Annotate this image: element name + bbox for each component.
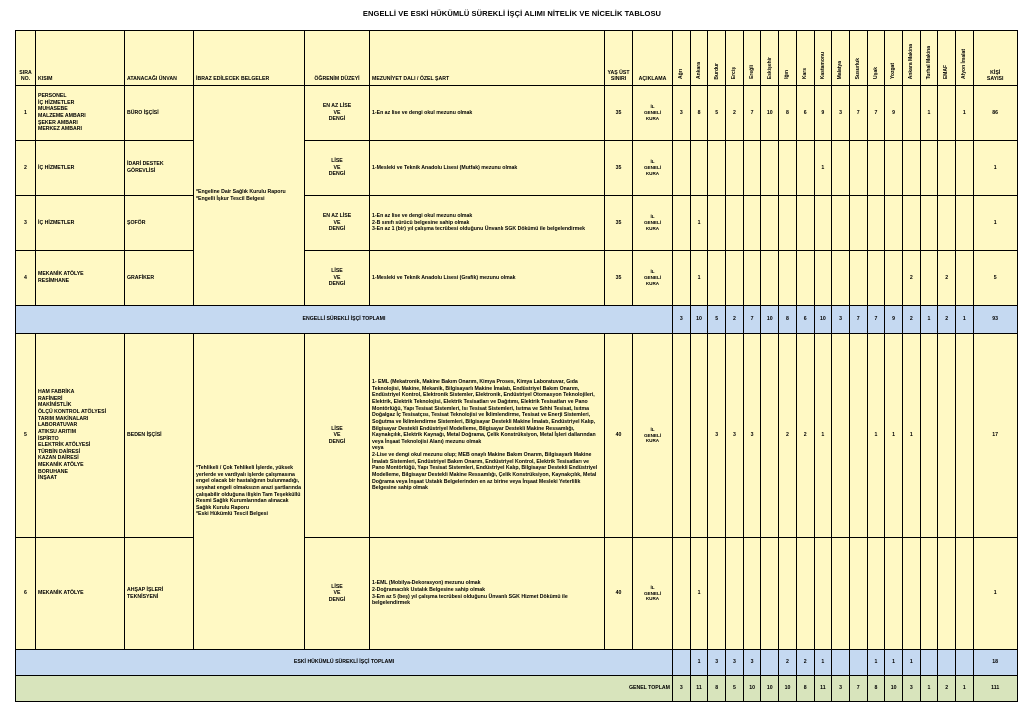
- city-count-cell: [902, 141, 920, 196]
- total-count-cell: 1: [885, 650, 903, 676]
- city-count-cell: [902, 538, 920, 650]
- city-count-cell: [796, 141, 814, 196]
- header-city: [779, 31, 797, 86]
- ogrenim-cell: LİSE VE DENGİ: [305, 141, 370, 196]
- city-count-cell: [726, 141, 744, 196]
- header-city-label: Kars: [801, 68, 808, 80]
- city-count-cell: 1: [690, 196, 708, 251]
- total-count-cell: [673, 650, 691, 676]
- header-city-label: Susurluk: [855, 57, 862, 80]
- city-count-cell: [938, 538, 956, 650]
- header-city-label: Ağrı: [678, 69, 685, 80]
- header-city-label: EMAF: [943, 65, 950, 80]
- city-count-cell: 1: [867, 334, 885, 538]
- mezuniyet-cell: 1-EML (Mobilya-Dekorasyon) mezunu olmak 2-Doğramacılık Ustalık Belgesine sahip olmak 3-Em az 5 (beş) yıl çalışma tecrübesi olduğunu Ünvanlı SGK Hizmet Dökümü ile belgelendirmek: [370, 538, 605, 650]
- yas-cell: 35: [605, 141, 633, 196]
- city-count-cell: 1: [690, 538, 708, 650]
- header-city-label: Iğın: [784, 70, 791, 80]
- total-count-cell: 3: [673, 676, 691, 702]
- city-count-cell: 2: [938, 251, 956, 306]
- city-count-cell: [885, 251, 903, 306]
- total-row: [16, 676, 1018, 702]
- row-number: 5: [16, 334, 36, 538]
- header-city: [849, 31, 867, 86]
- city-count-cell: 7: [849, 86, 867, 141]
- city-count-cell: 2: [779, 334, 797, 538]
- city-count-cell: [673, 251, 691, 306]
- city-count-cell: 3: [832, 86, 850, 141]
- unvan-cell: AHŞAP İŞLERİ TEKNİSYENİ: [125, 538, 194, 650]
- total-count-cell: 3: [902, 676, 920, 702]
- city-count-cell: [726, 196, 744, 251]
- row-number: 4: [16, 251, 36, 306]
- header-city-label: Ankara: [695, 62, 702, 80]
- kisim-cell: MEKANİK ATÖLYE: [36, 538, 125, 650]
- total-count-cell: 2: [902, 306, 920, 334]
- total-kisi-cell: 111: [973, 676, 1017, 702]
- yas-cell: 35: [605, 251, 633, 306]
- city-count-cell: [708, 196, 726, 251]
- city-count-cell: 1: [690, 251, 708, 306]
- city-count-cell: [743, 196, 761, 251]
- total-count-cell: [832, 650, 850, 676]
- city-count-cell: [849, 251, 867, 306]
- table-row: [16, 334, 1018, 538]
- city-count-cell: [761, 334, 779, 538]
- total-count-cell: 8: [796, 676, 814, 702]
- total-count-cell: 3: [832, 676, 850, 702]
- city-count-cell: [956, 538, 974, 650]
- total-count-cell: 3: [832, 306, 850, 334]
- kisi-sayisi-cell: 1: [973, 196, 1017, 251]
- city-count-cell: 2: [796, 334, 814, 538]
- kisi-sayisi-cell: 1: [973, 538, 1017, 650]
- city-count-cell: [902, 86, 920, 141]
- city-count-cell: [673, 196, 691, 251]
- header-aciklama: AÇIKLAMA: [633, 31, 673, 86]
- city-count-cell: [761, 141, 779, 196]
- row-number: 2: [16, 141, 36, 196]
- total-count-cell: 10: [743, 676, 761, 702]
- city-count-cell: 1: [956, 86, 974, 141]
- table-row: [16, 196, 1018, 251]
- total-count-cell: [761, 650, 779, 676]
- total-count-cell: [956, 650, 974, 676]
- city-count-cell: [938, 141, 956, 196]
- total-count-cell: 2: [726, 306, 744, 334]
- total-count-cell: 1: [690, 650, 708, 676]
- kisi-sayisi-cell: 86: [973, 86, 1017, 141]
- header-city-label: Turhal Makina: [925, 46, 932, 80]
- city-count-cell: [761, 538, 779, 650]
- header-city: [885, 31, 903, 86]
- total-kisi-cell: 18: [973, 650, 1017, 676]
- city-count-cell: [920, 334, 938, 538]
- city-count-cell: [956, 196, 974, 251]
- header-yas: YAŞ ÜST SINIRI: [605, 31, 633, 86]
- city-count-cell: [938, 334, 956, 538]
- total-label: GENEL TOPLAM: [16, 676, 673, 702]
- total-label: ESKİ HÜKÜMLÜ SÜREKLİ İŞÇİ TOPLAMI: [16, 650, 673, 676]
- city-count-cell: 7: [743, 86, 761, 141]
- belgeler-cell: *Tehlikeli / Çok Tehlikeli İşlerde, yüksek yerlerde ve vardiyalı işlerde çalışmasına engel olacak bir hastalığının bulunmadığı, seyahat engeli olmaksızın arazi şartlarında çalışabilir olduğuna ilişkin Tam Teşekküllü Resmi Sağlık Kurumlarından alınacak Sağlık Kurulu Raporu *Eski Hükümlü Tescil Belgesi: [194, 334, 305, 650]
- header-city-label: Eskişehir: [766, 57, 773, 80]
- header-city-label: Erciş: [731, 67, 738, 80]
- city-count-cell: [726, 251, 744, 306]
- mezuniyet-cell: 1- EML (Mekatronik, Makine Bakım Onarım, Kimya Proses, Kimya Laboratuvar, Gıda Teknolojisi, Makine, Mekanik, Bilgisayarlı Makine İmalatı, Endüstriyel Bakım Onarım, Endüstriyel Kontrol, Elektronik Sistemler, Elektronik, Endüstriyel Otomasyon Teknolojileri, Elektrik, Elektrik Teknolojisi, Elektrik Tesisatları ve Dağıtımı, Elektrik Tesisatları ve Pano Montörlüğü, Yapı Tesisat Sistemleri, Isı Tesisat Sistemleri, Isıtma ve Sıhhi Tesisat, Isıtma Doğalgaz İç Tesisatçısı, Tesisat Teknolojisi ve İklimlendirme, Tesisat ve Enerji Sistemleri, Soğutma ve İklimlendirme Sistemleri, Bilgisayar Destekli Makine İmalatı, Endüstriyel Kalıp, Bilgisayar Destekli Endüstriyel Modelleme, Bilgisayar Destekli Makine Ressamlığı, Kaynakçılık, Elektrik Kaynağı, Metal Doğrama, Çelik Konstrüksiyon, Metal İşleri dallarından veya İnşaat Teknolojisi Alanı) mezunu olmak veya 2-Lise ve dengi okul mezunu olup; MEB onaylı Makine Bakım Onarım, Bilgisayarlı Makine İmalatı Sistemleri, Endüstriyel Bakım Onarım, Endüstriyel Kontrol, Elektrik Tesisatları ve Pano Montörlüğü, Yapı Tesisat Sistemleri, Endüstriyel Kalıp, Bilgisayar Destekli Endüstriyel Modelleme, Bilgisayar Destekli Makine Ressamlığı, Çelik Konstrüksiyon, Kaynakçılık, Metal Doğrama veya İnşaat Ustalık Belgelerinden en az birine veya İnşaat Mesleki Yeterlilik Belgesine sahip olmak: [370, 334, 605, 538]
- header-ogrenim: ÖĞRENİM DÜZEYİ: [305, 31, 370, 86]
- kisi-sayisi-cell: 1: [973, 141, 1017, 196]
- city-count-cell: [832, 141, 850, 196]
- ogrenim-cell: LİSE VE DENGİ: [305, 251, 370, 306]
- city-count-cell: 3: [743, 334, 761, 538]
- total-count-cell: 10: [690, 306, 708, 334]
- header-city: [832, 31, 850, 86]
- total-count-cell: 7: [867, 306, 885, 334]
- header-city: [956, 31, 974, 86]
- total-count-cell: 1: [920, 306, 938, 334]
- header-city: [902, 31, 920, 86]
- yas-cell: 40: [605, 334, 633, 538]
- header-mezuniyet: MEZUNİYET DALI / ÖZEL ŞART: [370, 31, 605, 86]
- city-count-cell: [761, 251, 779, 306]
- city-count-cell: [920, 251, 938, 306]
- personnel-table: [15, 30, 1018, 702]
- city-count-cell: 10: [761, 86, 779, 141]
- header-city-label: Malatya: [837, 61, 844, 80]
- city-count-cell: [673, 334, 691, 538]
- total-count-cell: 11: [690, 676, 708, 702]
- header-city: [673, 31, 691, 86]
- city-count-cell: 1: [920, 86, 938, 141]
- city-count-cell: [743, 141, 761, 196]
- total-count-cell: 7: [849, 676, 867, 702]
- total-count-cell: 2: [796, 650, 814, 676]
- city-count-cell: 7: [867, 86, 885, 141]
- total-count-cell: 1: [956, 676, 974, 702]
- city-count-cell: [779, 538, 797, 650]
- unvan-cell: İDARİ DESTEK GÖREVLİSİ: [125, 141, 194, 196]
- row-number: 1: [16, 86, 36, 141]
- city-count-cell: [708, 141, 726, 196]
- total-count-cell: [938, 650, 956, 676]
- kisim-cell: HAM FABRİKA RAFİNERİ MAKİNİSTLİK ÖLÇÜ KONTROL ATÖLYESİ TARIM MAKİNALARI LABORATUVAR ATIKSU ARITIM İSPİRTO ELEKTRİK ATÖLYESİ TÜRBİN DAİRESİ KAZAN DAİRESİ MEKANİK ATÖLYE BORUHANE İNŞAAT: [36, 334, 125, 538]
- city-count-cell: 8: [690, 86, 708, 141]
- aciklama-cell: İL GENELİ KURA: [633, 334, 673, 538]
- total-count-cell: 11: [814, 676, 832, 702]
- total-count-cell: [920, 650, 938, 676]
- aciklama-cell: İL GENELİ KURA: [633, 538, 673, 650]
- total-count-cell: 3: [708, 650, 726, 676]
- total-kisi-cell: 93: [973, 306, 1017, 334]
- city-count-cell: [779, 251, 797, 306]
- header-city-label: Ankara Makina: [908, 44, 915, 80]
- city-count-cell: [902, 196, 920, 251]
- total-count-cell: 1: [956, 306, 974, 334]
- total-count-cell: 6: [796, 306, 814, 334]
- header-city: [867, 31, 885, 86]
- total-count-cell: 2: [938, 306, 956, 334]
- city-count-cell: [814, 196, 832, 251]
- city-count-cell: [956, 141, 974, 196]
- city-count-cell: [796, 251, 814, 306]
- city-count-cell: 8: [779, 86, 797, 141]
- city-count-cell: 9: [885, 86, 903, 141]
- city-count-cell: 1: [814, 141, 832, 196]
- city-count-cell: [920, 141, 938, 196]
- city-count-cell: [885, 196, 903, 251]
- header-city: [690, 31, 708, 86]
- total-count-cell: 9: [885, 306, 903, 334]
- yas-cell: 35: [605, 196, 633, 251]
- city-count-cell: [938, 196, 956, 251]
- city-count-cell: 2: [726, 86, 744, 141]
- total-count-cell: 3: [726, 650, 744, 676]
- ogrenim-cell: LİSE VE DENGİ: [305, 334, 370, 538]
- header-city-label: Yozgat: [890, 63, 897, 80]
- page-title: ENGELLİ VE ESKİ HÜKÜMLÜ SÜREKLİ İŞÇİ ALIMI NİTELİK VE NİCELİK TABLOSU: [362, 9, 662, 18]
- total-count-cell: 1: [867, 650, 885, 676]
- city-count-cell: 1: [885, 334, 903, 538]
- city-count-cell: [779, 141, 797, 196]
- header-city-label: Uşak: [872, 67, 879, 80]
- row-number: 3: [16, 196, 36, 251]
- city-count-cell: [673, 538, 691, 650]
- aciklama-cell: İL GENELİ KURA: [633, 141, 673, 196]
- total-count-cell: 2: [779, 650, 797, 676]
- city-count-cell: [867, 196, 885, 251]
- total-count-cell: 2: [938, 676, 956, 702]
- city-count-cell: 3: [708, 334, 726, 538]
- mezuniyet-cell: 1-Mesleki ve Teknik Anadolu Lisesi (Grafik) mezunu olmak: [370, 251, 605, 306]
- city-count-cell: 5: [708, 86, 726, 141]
- city-count-cell: [673, 141, 691, 196]
- header-kisi-sayisi: KİŞİ SAYISI: [973, 31, 1017, 86]
- city-count-cell: [885, 538, 903, 650]
- table-row: [16, 251, 1018, 306]
- city-count-cell: [690, 334, 708, 538]
- total-row: [16, 306, 1018, 334]
- ogrenim-cell: EN AZ LİSE VE DENGİ: [305, 196, 370, 251]
- header-city-label: Ereğli: [748, 65, 755, 80]
- city-count-cell: [708, 538, 726, 650]
- header-city: [938, 31, 956, 86]
- header-city-label: Kastamonu: [819, 52, 826, 80]
- city-count-cell: [920, 538, 938, 650]
- total-count-cell: 5: [726, 676, 744, 702]
- mezuniyet-cell: 1-En az lise ve dengi okul mezunu olmak 2-B sınıfı sürücü belgesine sahip olmak 3-En az 1 (bir) yıl çalışma tecrübesi olduğunu Ünvanlı SGK Dökümü ile belgelendirmek: [370, 196, 605, 251]
- city-count-cell: [849, 141, 867, 196]
- header-city: [726, 31, 744, 86]
- header-city-label: Burdur: [713, 62, 720, 80]
- aciklama-cell: İL GENELİ KURA: [633, 251, 673, 306]
- city-count-cell: [920, 196, 938, 251]
- table-row: [16, 538, 1018, 650]
- total-count-cell: 10: [814, 306, 832, 334]
- city-count-cell: 9: [814, 86, 832, 141]
- total-count-cell: 8: [867, 676, 885, 702]
- kisi-sayisi-cell: 17: [973, 334, 1017, 538]
- city-count-cell: [814, 251, 832, 306]
- city-count-cell: [867, 538, 885, 650]
- city-count-cell: [726, 538, 744, 650]
- total-count-cell: 5: [708, 306, 726, 334]
- city-count-cell: [832, 538, 850, 650]
- mezuniyet-cell: 1-En az lise ve dengi okul mezunu olmak: [370, 86, 605, 141]
- city-count-cell: [867, 251, 885, 306]
- city-count-cell: [956, 251, 974, 306]
- yas-cell: 40: [605, 538, 633, 650]
- total-count-cell: 10: [761, 676, 779, 702]
- city-count-cell: [832, 334, 850, 538]
- city-count-cell: 3: [673, 86, 691, 141]
- total-row: [16, 650, 1018, 676]
- city-count-cell: [796, 538, 814, 650]
- unvan-cell: GRAFİKER: [125, 251, 194, 306]
- total-count-cell: 10: [779, 676, 797, 702]
- city-count-cell: [708, 251, 726, 306]
- total-count-cell: 8: [708, 676, 726, 702]
- total-count-cell: 10: [885, 676, 903, 702]
- city-count-cell: [779, 196, 797, 251]
- total-count-cell: 3: [743, 650, 761, 676]
- row-number: 6: [16, 538, 36, 650]
- city-count-cell: [849, 334, 867, 538]
- header-city: [743, 31, 761, 86]
- table-row: [16, 141, 1018, 196]
- total-label: ENGELLİ SÜREKLİ İŞÇİ TOPLAMI: [16, 306, 673, 334]
- unvan-cell: ŞOFÖR: [125, 196, 194, 251]
- header-city-label: Afyon İmalat: [961, 49, 968, 80]
- total-count-cell: 1: [920, 676, 938, 702]
- kisi-sayisi-cell: 5: [973, 251, 1017, 306]
- city-count-cell: [743, 538, 761, 650]
- header-belgeler: İBRAZ EDİLECEK BELGELER: [194, 31, 305, 86]
- total-count-cell: 7: [849, 306, 867, 334]
- total-count-cell: 10: [761, 306, 779, 334]
- unvan-cell: BÜRO İŞÇİSİ: [125, 86, 194, 141]
- header-city: [920, 31, 938, 86]
- city-count-cell: [849, 538, 867, 650]
- city-count-cell: [938, 86, 956, 141]
- city-count-cell: [956, 334, 974, 538]
- total-count-cell: 1: [902, 650, 920, 676]
- mezuniyet-cell: 1-Mesleki ve Teknik Anadolu Lisesi (Mutfak) mezunu olmak: [370, 141, 605, 196]
- city-count-cell: 3: [726, 334, 744, 538]
- unvan-cell: BEDEN İŞÇİSİ: [125, 334, 194, 538]
- header-sira-no: SIRA NO.: [16, 31, 36, 86]
- header-kisim: KISIM: [36, 31, 125, 86]
- total-count-cell: 1: [814, 650, 832, 676]
- header-city: [796, 31, 814, 86]
- city-count-cell: 1: [814, 334, 832, 538]
- header-city: [814, 31, 832, 86]
- total-count-cell: 3: [673, 306, 691, 334]
- aciklama-cell: İL GENELİ KURA: [633, 86, 673, 141]
- ogrenim-cell: LİSE VE DENGİ: [305, 538, 370, 650]
- header-city: [761, 31, 779, 86]
- ogrenim-cell: EN AZ LİSE VE DENGİ: [305, 86, 370, 141]
- total-count-cell: 7: [743, 306, 761, 334]
- city-count-cell: [814, 538, 832, 650]
- city-count-cell: [849, 196, 867, 251]
- city-count-cell: [867, 141, 885, 196]
- total-count-cell: 8: [779, 306, 797, 334]
- city-count-cell: [743, 251, 761, 306]
- city-count-cell: [761, 196, 779, 251]
- kisim-cell: İÇ HİZMETLER: [36, 196, 125, 251]
- kisim-cell: MEKANİK ATÖLYE RESİMHANE: [36, 251, 125, 306]
- city-count-cell: [832, 251, 850, 306]
- city-count-cell: [690, 141, 708, 196]
- aciklama-cell: İL GENELİ KURA: [633, 196, 673, 251]
- yas-cell: 35: [605, 86, 633, 141]
- belgeler-cell: *Engeline Dair Sağlık Kurulu Raporu *Engelli İşkur Tescil Belgesi: [194, 86, 305, 306]
- header-unvan: ATANACAĞI ÜNVAN: [125, 31, 194, 86]
- kisim-cell: İÇ HİZMETLER: [36, 141, 125, 196]
- header-city: [708, 31, 726, 86]
- city-count-cell: 1: [902, 334, 920, 538]
- total-count-cell: [849, 650, 867, 676]
- table-row: [16, 86, 1018, 141]
- city-count-cell: 6: [796, 86, 814, 141]
- city-count-cell: [885, 141, 903, 196]
- city-count-cell: [796, 196, 814, 251]
- city-count-cell: [832, 196, 850, 251]
- kisim-cell: PERSONEL İÇ HİZMETLER MUHASEBE MALZEME AMBARI ŞEKER AMBARI MERKEZ AMBARI: [36, 86, 125, 141]
- city-count-cell: 2: [902, 251, 920, 306]
